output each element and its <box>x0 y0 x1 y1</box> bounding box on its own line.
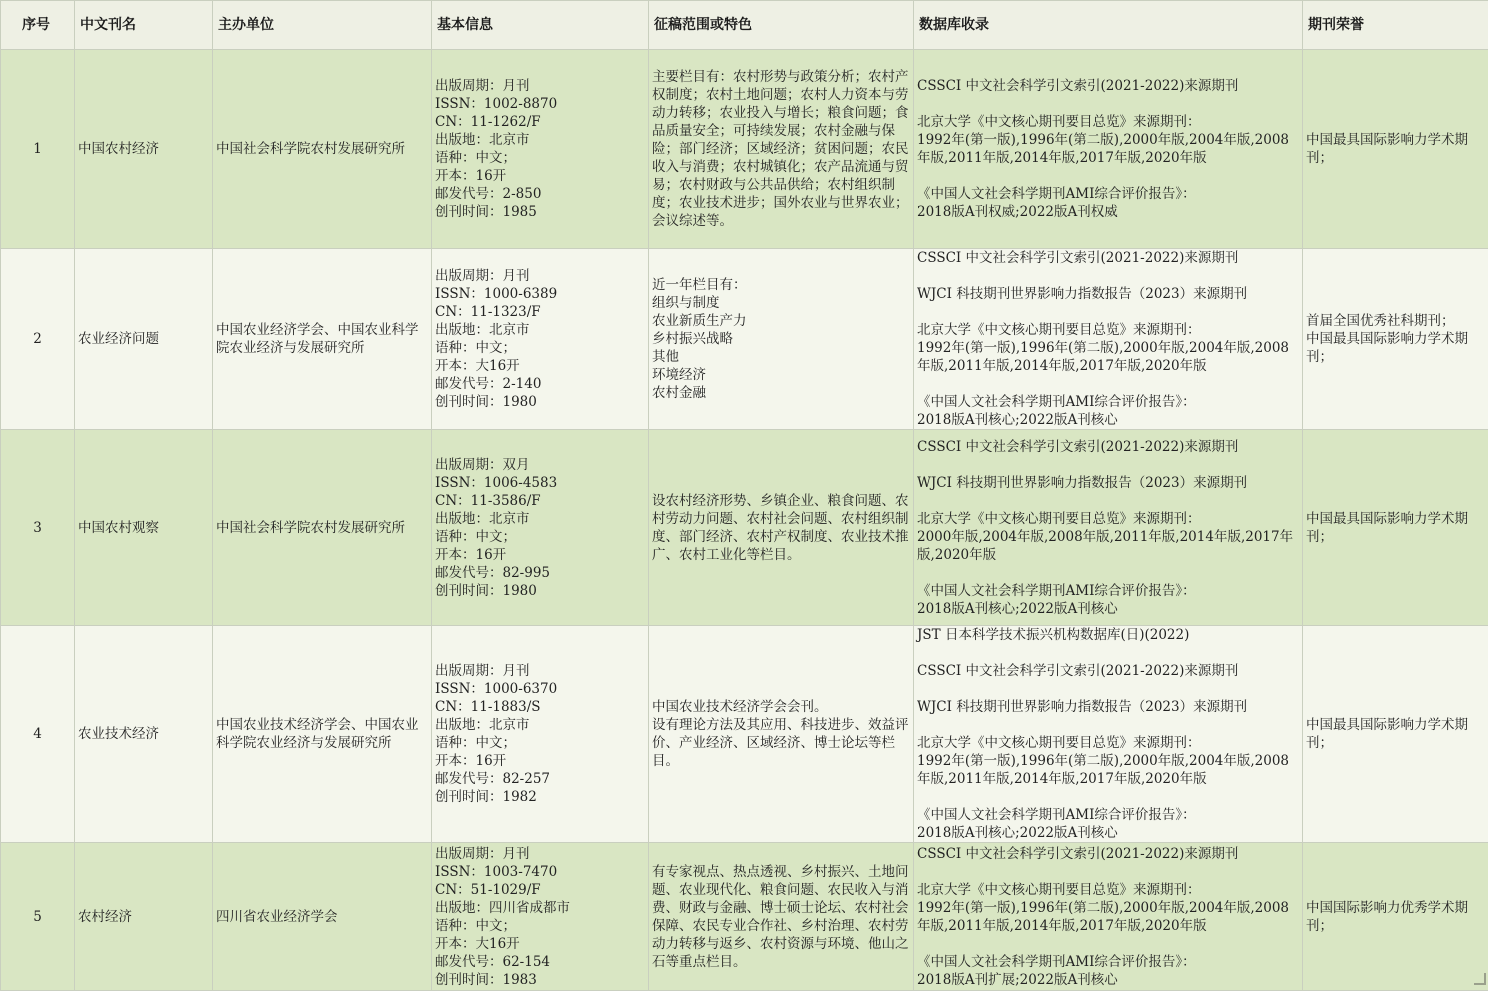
basic-info-line: 出版周期：双月 <box>435 456 645 474</box>
basic-info-line: 开本：16开 <box>435 167 645 185</box>
basic-info-line: 创刊时间：1980 <box>435 393 645 411</box>
cell-index-text: 2 <box>4 330 71 348</box>
basic-info-line: ISSN：1000-6389 <box>435 285 645 303</box>
database-line: 《中国人文社会科学期刊AMI综合评价报告》： <box>917 953 1299 971</box>
cell-honor-text: 中国国际影响力优秀学术期刊； <box>1306 899 1485 935</box>
cell-honor[interactable] <box>1303 843 1488 991</box>
database-line: 2018版A刊扩展;2022版A刊核心 <box>917 971 1299 989</box>
basic-info-line: CN：11-1323/F <box>435 303 645 321</box>
database-line: CSSCI 中文社会科学引文索引(2021-2022)来源期刊 <box>917 249 1299 267</box>
header-sponsor[interactable]: 主办单位 <box>213 1 432 50</box>
basic-info-line: 出版周期：月刊 <box>435 267 645 285</box>
basic-info-line: 出版周期：月刊 <box>435 77 645 95</box>
cell-journal-name[interactable] <box>75 626 213 843</box>
database-line: 1992年(第一版),1996年(第二版),2000年版,2004年版,2008年版,2011年版,2014年版,2017年版,2020年版 <box>917 752 1299 788</box>
basic-info-line: 语种：中文； <box>435 528 645 546</box>
resize-grip[interactable] <box>1474 973 1486 985</box>
basic-info-line: 邮发代号：62-154 <box>435 953 645 971</box>
database-line: 1992年(第一版),1996年(第二版),2000年版,2004年版,2008年版,2011年版,2014年版,2017年版,2020年版 <box>917 339 1299 375</box>
basic-info-line: CN：11-1262/F <box>435 113 645 131</box>
basic-info-line: 创刊时间：1983 <box>435 971 645 989</box>
basic-info-line: 语种：中文； <box>435 734 645 752</box>
database-line: 1992年(第一版),1996年(第二版),2000年版,2004年版,2008年版,2011年版,2014年版,2017年版,2020年版 <box>917 131 1299 167</box>
cell-honor[interactable] <box>1303 249 1488 430</box>
database-line: 北京大学《中文核心期刊要目总览》来源期刊： <box>917 321 1299 339</box>
cell-database[interactable] <box>914 249 1303 430</box>
cell-sponsor[interactable] <box>213 249 432 430</box>
cell-index-text: 5 <box>4 908 71 926</box>
database-line: 北京大学《中文核心期刊要目总览》来源期刊： <box>917 734 1299 752</box>
cell-scope[interactable] <box>649 50 914 249</box>
header-scope[interactable]: 征稿范围或特色 <box>649 1 914 50</box>
database-gap <box>917 167 1299 185</box>
cell-index-text: 3 <box>4 519 71 537</box>
cell-sponsor-text: 中国社会科学院农村发展研究所 <box>216 519 428 537</box>
basic-info-line: 开本：大16开 <box>435 935 645 953</box>
cell-honor[interactable] <box>1303 430 1488 626</box>
header-honor[interactable]: 期刊荣誉 <box>1303 1 1488 50</box>
cell-sponsor[interactable] <box>213 430 432 626</box>
basic-info-line: 语种：中文； <box>435 339 645 357</box>
cell-scope-text: 中国农业技术经济学会会刊。 设有理论方法及其应用、科技进步、效益评价、产业经济、区域经济、博士论坛等栏目。 <box>652 698 910 770</box>
basic-info-line: 出版地：北京市 <box>435 131 645 149</box>
basic-info-line: 语种：中文； <box>435 149 645 167</box>
cell-honor-text: 中国最具国际影响力学术期刊； <box>1306 716 1485 752</box>
database-line: WJCI 科技期刊世界影响力指数报告（2023）来源期刊 <box>917 698 1299 716</box>
database-line: CSSCI 中文社会科学引文索引(2021-2022)来源期刊 <box>917 845 1299 863</box>
cell-honor[interactable] <box>1303 626 1488 843</box>
cell-sponsor-text: 四川省农业经济学会 <box>216 908 428 926</box>
cell-index[interactable] <box>1 430 75 626</box>
cell-index-text: 4 <box>4 725 71 743</box>
cell-journal-name-text: 中国农村观察 <box>78 519 209 537</box>
header-journal-name[interactable]: 中文刊名 <box>75 1 213 50</box>
cell-journal-name-text: 农业经济问题 <box>78 330 209 348</box>
database-gap <box>917 680 1299 698</box>
basic-info-line: CN：51-1029/F <box>435 881 645 899</box>
basic-info-line: ISSN：1006-4583 <box>435 474 645 492</box>
cell-journal-name-text: 中国农村经济 <box>78 140 209 158</box>
database-line: 2018版A刊核心;2022版A刊核心 <box>917 600 1299 618</box>
database-gap <box>917 492 1299 510</box>
database-line: 《中国人文社会科学期刊AMI综合评价报告》： <box>917 806 1299 824</box>
database-line: CSSCI 中文社会科学引文索引(2021-2022)来源期刊 <box>917 662 1299 680</box>
table-row <box>1 626 1488 843</box>
cell-honor-text: 首届全国优秀社科期刊； 中国最具国际影响力学术期刊； <box>1306 312 1485 366</box>
database-gap <box>917 375 1299 393</box>
cell-database[interactable] <box>914 843 1303 991</box>
header-index[interactable]: 序号 <box>1 1 75 50</box>
cell-journal-name[interactable] <box>75 249 213 430</box>
cell-honor-text: 中国最具国际影响力学术期刊； <box>1306 510 1485 546</box>
database-line: 《中国人文社会科学期刊AMI综合评价报告》： <box>917 393 1299 411</box>
table-row <box>1 50 1488 249</box>
database-line: 2000年版,2004年版,2008年版,2011年版,2014年版,2017年版,2020年版 <box>917 528 1299 564</box>
basic-info-line: 创刊时间：1982 <box>435 788 645 806</box>
cell-sponsor-text: 中国社会科学院农村发展研究所 <box>216 140 428 158</box>
cell-sponsor[interactable] <box>213 50 432 249</box>
cell-basic-info[interactable] <box>432 430 649 626</box>
cell-index[interactable] <box>1 626 75 843</box>
database-gap <box>917 267 1299 285</box>
cell-journal-name[interactable] <box>75 430 213 626</box>
basic-info-line: 邮发代号：2-140 <box>435 375 645 393</box>
cell-journal-name[interactable] <box>75 50 213 249</box>
database-line: WJCI 科技期刊世界影响力指数报告（2023）来源期刊 <box>917 285 1299 303</box>
cell-scope[interactable] <box>649 430 914 626</box>
database-gap <box>917 935 1299 953</box>
database-gap <box>917 863 1299 881</box>
basic-info-line: CN：11-1883/S <box>435 698 645 716</box>
basic-info-line: 出版地：北京市 <box>435 716 645 734</box>
basic-info-line: 邮发代号：82-257 <box>435 770 645 788</box>
cell-scope[interactable] <box>649 843 914 991</box>
basic-info-line: 出版周期：月刊 <box>435 845 645 863</box>
database-line: 北京大学《中文核心期刊要目总览》来源期刊： <box>917 113 1299 131</box>
cell-index[interactable] <box>1 50 75 249</box>
database-gap <box>917 716 1299 734</box>
cell-basic-info[interactable] <box>432 249 649 430</box>
basic-info-line: 开本：大16开 <box>435 357 645 375</box>
basic-info-line: 邮发代号：82-995 <box>435 564 645 582</box>
basic-info-line: ISSN：1000-6370 <box>435 680 645 698</box>
database-line: CSSCI 中文社会科学引文索引(2021-2022)来源期刊 <box>917 77 1299 95</box>
table-row <box>1 249 1488 430</box>
database-line: CSSCI 中文社会科学引文索引(2021-2022)来源期刊 <box>917 438 1299 456</box>
database-line: 1992年(第一版),1996年(第二版),2000年版,2004年版,2008年版,2011年版,2014年版,2017年版,2020年版 <box>917 899 1299 935</box>
cell-scope[interactable] <box>649 626 914 843</box>
database-line: 2018版A刊核心;2022版A刊核心 <box>917 824 1299 842</box>
cell-basic-info[interactable] <box>432 50 649 249</box>
database-line: 《中国人文社会科学期刊AMI综合评价报告》： <box>917 582 1299 600</box>
database-line: WJCI 科技期刊世界影响力指数报告（2023）来源期刊 <box>917 474 1299 492</box>
cell-honor-text: 中国最具国际影响力学术期刊； <box>1306 131 1485 167</box>
cell-scope[interactable] <box>649 249 914 430</box>
database-gap <box>917 564 1299 582</box>
database-gap <box>917 95 1299 113</box>
basic-info-line: CN：11-3586/F <box>435 492 645 510</box>
basic-info-line: 语种：中文； <box>435 917 645 935</box>
cell-database[interactable] <box>914 50 1303 249</box>
cell-honor[interactable] <box>1303 50 1488 249</box>
basic-info-line: 出版地：北京市 <box>435 321 645 339</box>
cell-index-text: 1 <box>4 140 71 158</box>
header-row <box>1 1 1488 50</box>
cell-scope-text: 近一年栏目有： 组织与制度 农业新质生产力 乡村振兴战略 其他 环境经济 农村金融 <box>652 276 910 402</box>
cell-sponsor-text: 中国农业技术经济学会、中国农业科学院农业经济与发展研究所 <box>216 716 428 752</box>
cell-sponsor[interactable] <box>213 626 432 843</box>
table-row <box>1 843 1488 991</box>
basic-info-line: 开本：16开 <box>435 752 645 770</box>
cell-basic-info[interactable] <box>432 626 649 843</box>
cell-scope-text: 主要栏目有：农村形势与政策分析；农村产权制度；农村土地问题；农村人力资本与劳动力转移；农业投入与增长；粮食问题；食品质量安全；可持续发展；农村金融与保险；部门经济；区域经济；贫困问题；农民收入与消费；农村城镇化；农产品流通与贸易；农村财政与公共品供给；农村组织制度；农业技术进步；国外农业与世界农业；会议综述等。 <box>652 68 910 230</box>
database-gap <box>917 788 1299 806</box>
database-line: JST 日本科学技术振兴机构数据库(日)(2022) <box>917 626 1299 644</box>
basic-info-line: 出版地：北京市 <box>435 510 645 528</box>
basic-info-line: 创刊时间：1985 <box>435 203 645 221</box>
cell-basic-info[interactable] <box>432 843 649 991</box>
cell-index[interactable] <box>1 843 75 991</box>
header-database[interactable]: 数据库收录 <box>914 1 1303 50</box>
header-basic-info[interactable]: 基本信息 <box>432 1 649 50</box>
database-line: 北京大学《中文核心期刊要目总览》来源期刊： <box>917 881 1299 899</box>
database-line: 北京大学《中文核心期刊要目总览》来源期刊： <box>917 510 1299 528</box>
cell-journal-name[interactable] <box>75 843 213 991</box>
basic-info-line: 出版周期：月刊 <box>435 662 645 680</box>
cell-journal-name-text: 农业技术经济 <box>78 725 209 743</box>
basic-info-line: 创刊时间：1980 <box>435 582 645 600</box>
cell-index[interactable] <box>1 249 75 430</box>
database-line: 2018版A刊核心;2022版A刊核心 <box>917 411 1299 429</box>
basic-info-line: 开本：16开 <box>435 546 645 564</box>
database-gap <box>917 644 1299 662</box>
cell-database[interactable] <box>914 430 1303 626</box>
database-gap <box>917 303 1299 321</box>
cell-scope-text: 设农村经济形势、乡镇企业、粮食问题、农村劳动力问题、农村社会问题、农村组织制度、部门经济、农村产权制度、农业技术推广、农村工业化等栏目。 <box>652 492 910 564</box>
database-line: 《中国人文社会科学期刊AMI综合评价报告》： <box>917 185 1299 203</box>
basic-info-line: ISSN：1002-8870 <box>435 95 645 113</box>
basic-info-line: 出版地：四川省成都市 <box>435 899 645 917</box>
cell-scope-text: 有专家视点、热点透视、乡村振兴、土地问题、农业现代化、粮食问题、农民收入与消费、财政与金融、博士硕士论坛、农村社会保障、农民专业合作社、乡村治理、农村劳动力转移与返乡、农村资源与环境、他山之石等重点栏目。 <box>652 863 910 971</box>
cell-journal-name-text: 农村经济 <box>78 908 209 926</box>
database-gap <box>917 456 1299 474</box>
basic-info-line: 邮发代号：2-850 <box>435 185 645 203</box>
table-row <box>1 430 1488 626</box>
database-line: 2018版A刊权威;2022版A刊权威 <box>917 203 1299 221</box>
cell-sponsor-text: 中国农业经济学会、中国农业科学院农业经济与发展研究所 <box>216 321 428 357</box>
cell-sponsor[interactable] <box>213 843 432 991</box>
cell-database[interactable] <box>914 626 1303 843</box>
basic-info-line: ISSN：1003-7470 <box>435 863 645 881</box>
